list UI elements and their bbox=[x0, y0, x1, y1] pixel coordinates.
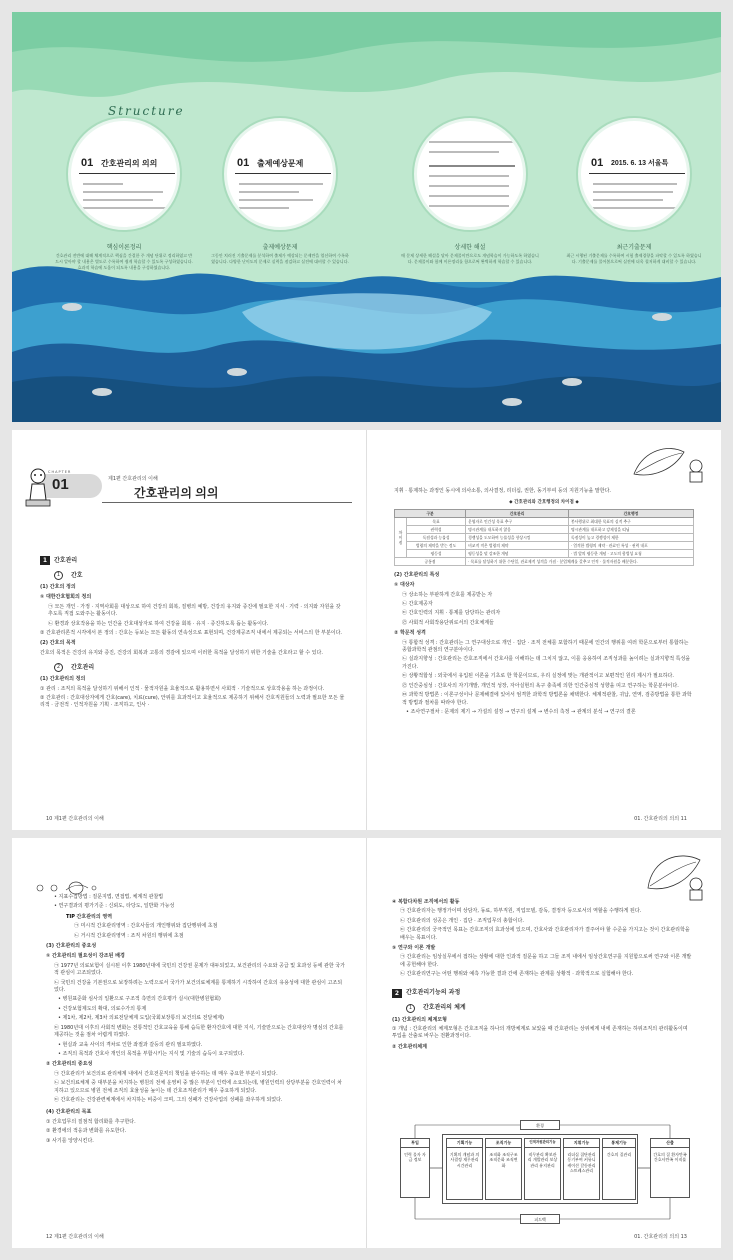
table-cell: 경쟁성을 도모하여 능률성을 향상시킴 bbox=[466, 533, 569, 541]
heading: (3) 간호관리의 중요성 bbox=[46, 943, 97, 950]
preview-circle-past-exam bbox=[578, 118, 690, 230]
section-title: 간호관리기능의 과정 bbox=[406, 989, 461, 997]
circle-chapter-title: 간호관리의 의의 bbox=[101, 159, 158, 168]
table-row bbox=[395, 525, 694, 533]
list-item: ㉠ 1977년 의료보험이 실시된 이후 1980년대에 국민의 건강권 문제가 대두되었고, 보건관리의 수요와 공급 및 효과성 등에 관한 국가적 관심이 고조되었다. bbox=[54, 962, 345, 977]
feedback-box: 피드백 bbox=[520, 1214, 560, 1224]
paragraph: ① 관리 : 조직의 목적을 달성하기 위해서 인적 · 물적자원을 효율적으로 활용하면서 사회적 · 기술적으로 상호작용을 하는 과정이다. bbox=[40, 685, 325, 692]
caption-heading: 상세한 해설 bbox=[454, 244, 486, 251]
environment-box: 환경 bbox=[520, 1120, 560, 1130]
page-footer-right: 01. 간호관리의 의의 13 bbox=[634, 1234, 687, 1240]
tip-item: ㉠ 미시적 간호관리영역 : 간호사들의 개인행위와 집단행위에 초점 bbox=[74, 923, 218, 930]
page-footer-left: 10 제1편 간호관리의 이해 bbox=[46, 816, 104, 822]
list-item: ㉠ 간호관리가 보건의료 관리체계 내에서 간호전문직의 책임을 완수하는 데 매우 중요한 부분이 되었다. bbox=[54, 1070, 278, 1077]
list-item: ㉢ 간호관리의 궁극적인 목표는 간호조직의 효과성에 있으며, 간호사와 간호관리자가 결주어야 할 수준을 가지고는 것이 간호관리학을 배우는 목표이다. bbox=[400, 927, 690, 941]
spread-pages-10-11 bbox=[12, 430, 721, 830]
section-number: 1 bbox=[40, 556, 50, 565]
list-item: ㉡ 보건의료체계 중 대부분을 차지하는 병원의 전체 운영비 중 많은 부분이 인력에 소요되는데, 병원인력의 상당부분을 간호인력이 차지하고 있으므로 병원 전체 조직의 효율성을 높이는 데 간호조직관리가 매우 중요하게 되었다. bbox=[54, 1080, 343, 1094]
heading: ① 대한간호협회의 정의 bbox=[40, 594, 92, 601]
table-cell: 목표 bbox=[407, 517, 466, 525]
part-label: 제1편 간호관리의 이해 bbox=[108, 476, 158, 482]
chapter-rule bbox=[102, 502, 352, 503]
section-title: 간호관리 bbox=[54, 556, 78, 564]
structure-title: Structure bbox=[108, 104, 185, 118]
caption-text: 그동안 치러진 기출문제를 분석하여 출제가 예상되는 문제만을 엄선하여 수록하였습니다. 다양한 난이도의 문제로 실력을 점검하고 실전에 대비할 수 있습니다. bbox=[211, 253, 349, 264]
table-cell: 봉사행위로 최대한 목표의 실적 추구 bbox=[568, 517, 693, 525]
paragraph: ② 간호관리 : 간호대상자에게 간호(care), 치료(cure), 안위를 효과적이고 효율적으로 제공하기 위해서 간호직원들의 노력과 필요한 모든 물리적 · 금전적 · 인적자원을 기획 · 조직하고, 인사 · bbox=[40, 695, 345, 709]
ocean-wave-illustration bbox=[12, 252, 721, 422]
table-cell: 비교적 적은 법령의 제약 bbox=[466, 541, 569, 549]
table-cell: 권력성 bbox=[407, 525, 466, 533]
spread-pages-12-13 bbox=[12, 838, 721, 1248]
preview-circle-explanation bbox=[414, 118, 526, 230]
list-item: ㉡ 간호관리의 성공은 개인 · 집단 · 조직업무의 총합이다. bbox=[400, 917, 524, 924]
flow-box-head: 통제기능 bbox=[603, 1139, 635, 1148]
flow-box-head: 인적자원관리기능 bbox=[525, 1139, 560, 1148]
page-10-body bbox=[40, 550, 345, 712]
list-item: ㉡ 실과지향성 : 간호관리는 간호조직에서 간호사를 이해하는 데 그치지 않고, 이를 응용하여 조직성과를 높이려는 실과지향적 특성을 가진다. bbox=[402, 656, 691, 670]
subsection-title: 간호 bbox=[71, 571, 83, 579]
list-item: ㉢ 간호관리는 건강관련체계에서 차지하는 비중이 크며, 그의 성패가 건강사업의 성패를 좌우하게 되었다. bbox=[54, 1096, 283, 1103]
leaf-character-illustration-icon bbox=[634, 848, 714, 902]
table-cell: 독점성과 능률성 bbox=[407, 533, 466, 541]
tip-label: TIP bbox=[66, 913, 75, 920]
table-header: 간호행정 bbox=[568, 509, 693, 517]
list-item: ㉡ 간호관리연구는 어떤 행위와 예측 가능한 결과 간에 존재하는 관계를 상황적 · 과학적으로 실험해야 한다. bbox=[400, 971, 634, 978]
heading: (2) 간호의 목적 bbox=[40, 640, 76, 647]
table-cell: · 목표를 달성하기 위한 수단일, 관료제적 성격을 가짐 · 분업체계를 갖추고 인적 · 물적자원을 배분한다. bbox=[466, 557, 694, 565]
list-item: • 건강보험제도의 확대, 의료수가의 통제 bbox=[58, 1005, 147, 1012]
list-item: ② 환경에의 적응과 변화를 유도한다. bbox=[46, 1128, 127, 1135]
flow-box-head: 산출 bbox=[651, 1139, 689, 1148]
flow-box-body: 조직화 조직구조 조직문화 조직변화 bbox=[489, 1151, 518, 1168]
chapter-title: 간호관리의 의의 bbox=[134, 486, 219, 500]
list-item: ㉢ 상황적합성 : 외국에서 유입된 이론을 기초로 한 학문이므로, 우리 실정에 맞는 개관적이고 보편적인 원리 제시가 필요하다. bbox=[402, 673, 674, 680]
paragraph: ㉡ 환경과 상호작용을 하는 인간을 간호대상자로 하여 건강을 회복 · 유지 · 증진하도록 돕는 활동이다. bbox=[48, 620, 269, 627]
caption-text: 최근 시행된 기출문제를 수록하여 시험 출제경향을 파악할 수 있도록 하였습니다. 기출문제를 풀어봄으로써 실전에 더욱 철저하게 대비할 수 있습니다. bbox=[566, 253, 702, 264]
list-item: • 조사연구절차 : 문제의 제기 → 가설의 설정 → 연구의 설계 → 변수의 측정 → 관계의 분석 → 연구의 결론 bbox=[406, 708, 636, 715]
table-cell: 공통점 bbox=[395, 557, 466, 565]
management-system-diagram bbox=[398, 1120, 694, 1226]
flow-box-body: 리더십 집단관리 동기부여 커뮤니케이션 갈등관리 스트레스관리 bbox=[567, 1151, 596, 1173]
subsection-number: 1 bbox=[54, 571, 63, 580]
caption-text: 매 문제 상세한 해설을 달아 문제풀이만으로도 개념학습이 가능하도록 하였습니다. 문제풀이와 함께 이론정리를 함으로써 완벽하게 학습할 수 있습니다. bbox=[401, 253, 539, 264]
table-cell: 명시관계를 내포하지 않음 bbox=[466, 525, 569, 533]
paragraph: ② 간호관리론적 시각에서 본 정의 : 간호는 등보는 모든 활동의 연속성으로 표현되며, 건강제공조직 내에서 제공되는 서비스의 한 부분이다. bbox=[40, 630, 343, 637]
page-footer-left: 12 제1편 간호관리의 이해 bbox=[46, 1234, 104, 1240]
flow-box-body: 직무관리 확보관리 개발관리 보상관리 유지관리 bbox=[527, 1151, 558, 1168]
table-cell: 독점성이 높고 경쟁성이 제한 bbox=[568, 533, 693, 541]
preview-circle-theory bbox=[68, 118, 180, 230]
list-item: ㉡ 간호제공자 bbox=[402, 601, 433, 608]
heading: (1) 간호관리의 정의 bbox=[40, 676, 86, 683]
structure-page bbox=[12, 12, 721, 422]
heading: ② 간호관리의 중요성 bbox=[46, 1061, 93, 1068]
circle-chapter-number: 01 bbox=[237, 157, 250, 169]
table-header: 간호관리 bbox=[466, 509, 569, 517]
table-header: 구분 bbox=[395, 509, 466, 517]
tip-item: ㉡ 거시적 간호관리영역 : 조직 차원의 행위에 초점 bbox=[74, 932, 184, 939]
leaf-character-illustration-icon bbox=[624, 444, 714, 484]
circle-chapter-number: 01 bbox=[591, 157, 604, 169]
paragraph: ㉠ 모든 개인 · 가정 · 지역사회를 대상으로 하여 건강의 회복, 질병의 예방, 건강의 유지와 증진에 필요한 지식 · 기력 · 의지와 자원을 갖추도록 직접 도와주는 활동이다. bbox=[48, 603, 341, 618]
flow-arrows bbox=[398, 1120, 694, 1226]
table-cell: 명시관계를 내포하고 강제성을 띠님 bbox=[568, 525, 693, 533]
caption-text: 간호관리 전반에 대해 체계적으로 핵심을 간결한 주 개념 단위로 정리하였고 반드시 알아야 할 내용은 별도로 수록하여 쉽게 학습할 수 있도록 구성하였습니다. 효과적 학습에 도움이 되도록 내용을 구성하였습니다. bbox=[55, 253, 193, 270]
list-item: ③ 사기를 앙양시킨다. bbox=[46, 1137, 94, 1144]
table-row bbox=[395, 517, 694, 525]
table-title: ◆ 간호관리와 간호행정의 차이점 ◆ bbox=[509, 500, 579, 506]
list-item: • 현실과 교육 사이의 격차로 인한 좌절과 갈등의 관리 필요하였다. bbox=[58, 1041, 203, 1048]
paragraph: 지휘 · 통제하는 과정인 동시에 의사소통, 의사결정, 리더십, 권한, 동기부여 등의 지원기능을 말한다. bbox=[394, 488, 611, 494]
flow-box-head: 지휘기능 bbox=[564, 1139, 599, 1148]
table-cell: 운영자로 인간성 목표 추구 bbox=[466, 517, 569, 525]
list-item: • 연구결과의 평가기준 : 신뢰도, 타당도, 일반화 가능성 bbox=[54, 903, 175, 910]
tip-title: 간호관리의 영역 bbox=[76, 913, 113, 920]
flow-box-body: 간호의 질 환자만족 간호사만족 이직률 bbox=[653, 1151, 687, 1162]
circle-chapter-title: 출제예상문제 bbox=[257, 159, 304, 168]
section-number: 2 bbox=[392, 989, 402, 998]
flow-box-head: 투입 bbox=[401, 1139, 429, 1148]
tip-box bbox=[66, 914, 346, 940]
list-item: ㉣ 인간중심성 : 간호사의 자기개발, 개인적 성장, 자아실현의 욕구 충족에 의한 인간중심적 성향을 띠고 연구하는 학문분야이다. bbox=[402, 682, 679, 689]
heading: ① 간호관리의 필요성이 강조된 배경 bbox=[46, 953, 125, 960]
page-12-body bbox=[46, 894, 346, 1147]
heading: (2) 간호관리의 특성 bbox=[394, 571, 440, 578]
subsection-heading bbox=[406, 1004, 692, 1013]
subsection-title: 간호관리의 체계 bbox=[423, 1004, 466, 1012]
flow-box-body: 기획의 개념과 의사결정 재무관리 시간관리 bbox=[449, 1151, 480, 1168]
comparison-table bbox=[394, 509, 694, 566]
list-item: • 병원표준화 심사의 일환으로 구조적 측면의 간호평가 실시(대한병원협회) bbox=[58, 996, 221, 1003]
list-item: ㉠ 통합적 성격 : 간호관리는 그 연구대상으로 개인 · 집단 · 조직 전체를 포함하기 때문에 인간의 행위를 여러 학문으로부터 통합하는 종합과학적 관점의 연구분야이다. bbox=[402, 639, 689, 654]
heading: ⑤ 연구와 이론 개발 bbox=[392, 945, 436, 952]
page-13-body bbox=[392, 896, 692, 1053]
list-item: • 제1차, 제2차, 제3차 의료전달체계 도입(국회보장통의 보건의료 전달체계) bbox=[58, 1015, 224, 1022]
table-cell: · 엄격한 법령의 제약 · 관료인 특성 · 권력 내포 bbox=[568, 541, 693, 549]
character-illustration-icon bbox=[24, 466, 52, 510]
flow-box-body: 간호의 질관리 bbox=[606, 1151, 632, 1157]
subsection-heading bbox=[54, 571, 345, 580]
table-cell: · 법 앞의 평등한 개념 · 고도의 합법성 요청 bbox=[568, 549, 693, 557]
circle-chapter-title: 2015. 6. 13 서울특 bbox=[611, 160, 669, 167]
heading: (4) 간호관리의 목표 bbox=[46, 1109, 92, 1116]
table-row bbox=[395, 557, 694, 565]
table-row bbox=[395, 541, 694, 549]
subsection-heading bbox=[54, 663, 345, 672]
paragraph: ① 개념 : 간호관리의 체계모형은 간호조직을 하나의 개방체계로 보았을 때 간호관리는 상위체계 내에 존재하는 하위조직의 관리활동이며 투입을 산출로 바꾸는 전환과정이다. bbox=[392, 1026, 688, 1040]
list-item: ㉢ 간호인력의 지휘 · 통제를 담당하는 관리자 bbox=[402, 610, 501, 617]
list-item: ㉠ 간호관리자는 행정가이며 상담자, 동료, 하부직원, 직업모델, 감독, 결정자 등으로서의 역할을 수행하게 된다. bbox=[400, 908, 642, 915]
list-item: ㉣ 사회적 사회작용단위로서의 간호체계들 bbox=[402, 619, 494, 626]
flow-box-head: 조직기능 bbox=[486, 1139, 521, 1148]
flow-box-body: 인력 물자 자금 정보 bbox=[404, 1151, 426, 1162]
table-row bbox=[395, 549, 694, 557]
subsection-number: 1 bbox=[406, 1004, 415, 1013]
list-item: ㉠ 상소하는 부판하게 간호를 제공받는 자 bbox=[402, 591, 493, 598]
chapter-label: CHAPTER bbox=[48, 470, 72, 474]
circle-chapter-number: 01 bbox=[81, 157, 94, 169]
list-item: ㉢ 1980년대 이후의 사회적 변화는 전통적인 간호교육을 통해 습득한 환자간호에 대한 지식, 기술만으로는 간호대상자 명심의 간호를 제공하는 것을 점차 어렵게 하였다. bbox=[54, 1024, 344, 1039]
page-11-body bbox=[394, 488, 694, 718]
table-cell: 평등성 bbox=[407, 549, 466, 557]
list-item: ① 간호업무의 질점적 합리화를 추구한다. bbox=[46, 1118, 136, 1125]
page-footer-right: 01. 간호관리의 의의 11 bbox=[634, 816, 687, 822]
paragraph: 간호의 목적은 건강의 유지와 증진, 건강의 회복과 고통의 경감에 있으며 이러한 목적을 달성하기 위한 기술을 간호라고 할 수 있다. bbox=[40, 649, 323, 656]
preview-circle-questions bbox=[224, 118, 336, 230]
table-cell: 차이점 bbox=[395, 517, 407, 557]
list-item: • 지표수집방법 : 질문지법, 면접법, 체계적 관찰법 bbox=[54, 894, 164, 900]
section-heading bbox=[40, 556, 345, 565]
table-row bbox=[395, 533, 694, 541]
heading: ② 간호관리체계 bbox=[392, 1043, 427, 1050]
table-cell: 평등성을 덜 강조한 개념 bbox=[466, 549, 569, 557]
heading: (1) 간호의 정의 bbox=[40, 584, 76, 590]
heading: (1) 간호관리의 체계모형 bbox=[392, 1016, 448, 1023]
subsection-title: 간호관리 bbox=[71, 664, 95, 672]
caption-heading: 핵심이론정리 bbox=[106, 244, 142, 251]
list-item: ㉤ 과학적 방법론 : 이론구성이나 문제해결에 있어서 엄격한 과학적 방법론을 채택한다. 체계적관찰, 귀납, 연역, 검증방법을 통한 과학적 방법과 절차를 따라야 한다. bbox=[402, 692, 692, 706]
heading: ① 대상자 bbox=[394, 582, 415, 589]
heading: ② 학문적 성격 bbox=[394, 630, 426, 637]
heading: ④ 복합다차원 조직에서의 활동 bbox=[392, 899, 460, 905]
caption-heading: 출제예상문제 bbox=[262, 244, 298, 251]
list-item: ㉡ 국민의 건강을 기본권으로 보장하려는 노력으로서 국가가 보건의료체계를 통제하기 시작하여 간호의 유용성에 대한 관심이 고조되었다. bbox=[54, 979, 343, 994]
list-item: • 조직의 목적과 간호사 개인의 목적을 부합시키는 지식 및 기술의 습득이 요구되었다. bbox=[58, 1050, 245, 1057]
flow-box-head: 기획기능 bbox=[447, 1139, 482, 1148]
caption-heading: 최근기출문제 bbox=[616, 244, 652, 251]
table-cell: 법령의 제약을 받는 정도 bbox=[407, 541, 466, 549]
chapter-number: 01 bbox=[52, 476, 69, 493]
subsection-number: 2 bbox=[54, 663, 63, 672]
section-heading bbox=[392, 989, 692, 998]
list-item: ㉠ 간호관리는 임상실무에서 접하는 상황에 대한 인과적 질문을 하고 그들 조직 내에서 임상간호연구를 지원함으로써 연구와 이론 개발에 공헌해야 한다. bbox=[400, 954, 692, 968]
